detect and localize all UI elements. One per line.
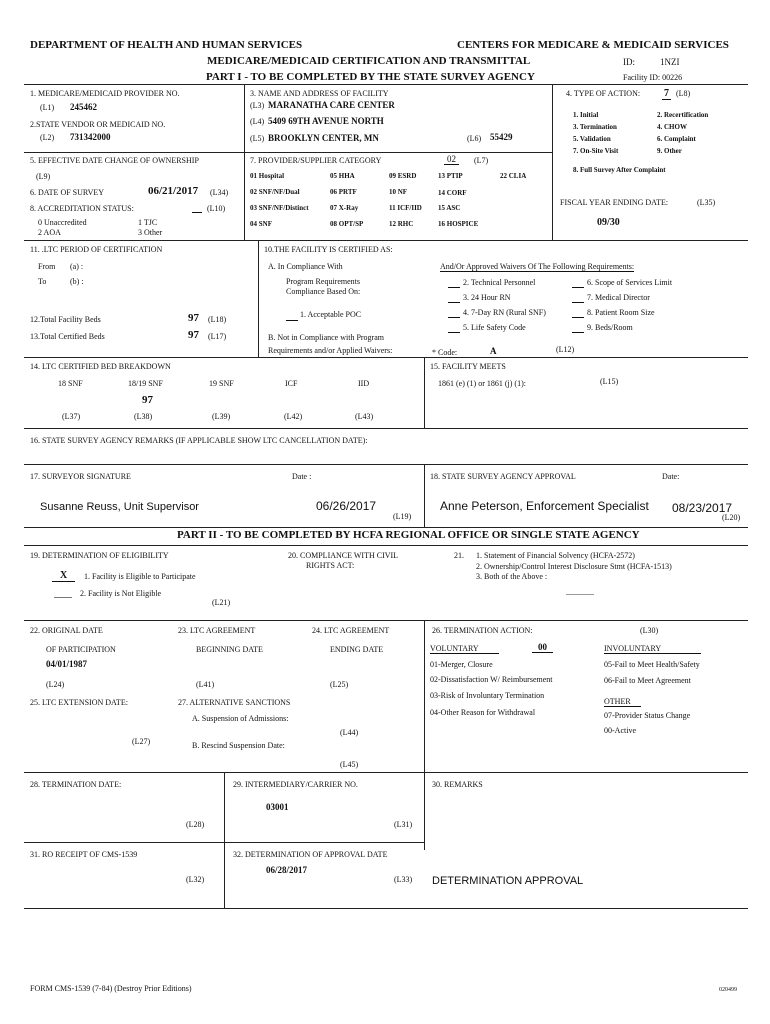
civil-rights-label-1: 20. COMPLIANCE WITH CIVIL [288,551,399,560]
l28-code: (L28) [186,820,205,829]
facility-meets-label: 15. FACILITY MEETS [430,362,506,371]
ltc-period-label: 11. .LTC PERIOD OF CERTIFICATION [30,245,163,254]
ltc-begin-sub: BEGINNING DATE [196,645,263,654]
facility-id: Facility ID: 00226 [623,73,683,82]
l12-code: (L12) [556,345,575,354]
l8-code: (L8) [676,89,691,98]
bed-col-iid: IID [358,379,370,388]
date-of-survey-label: 6. DATE OF SURVEY [30,188,105,197]
accred-opt-3: 3 Other [138,228,163,237]
surveyor-date: 06/26/2017 [316,499,377,513]
l21-code: (L21) [212,598,231,607]
l41-code: (L41) [196,680,215,689]
remarks-30-label: 30. REMARKS [432,780,483,789]
waiver-9: 9. Beds/Room [587,323,633,332]
ltc-end-sub: ENDING DATE [330,645,384,654]
other-00: 00-Active [604,726,636,735]
vol-03: 03-Risk of Involuntary Termination [430,691,545,700]
accred-opt-1: 1 TJC [138,218,158,227]
l25-code: (L25) [330,680,349,689]
agency-right: CENTERS FOR MEDICARE & MEDICAID SERVICES [457,39,729,51]
item21-1: 1. Statement of Financial Solvency (HCFA-2572) [476,551,635,560]
part2-title: PART II - TO BE COMPLETED BY HCFA REGIONAL OFFICE OR SINGLE STATE AGENCY [177,529,640,541]
eligible-option: 1. Facility is Eligible to Participate [84,572,196,581]
vol-04: 04-Other Reason for Withdrawal [430,708,536,717]
l2-code: (L2) [40,133,55,142]
id-label: ID: [623,57,635,67]
in-compliance: A. In Compliance With [268,262,343,271]
change-ownership-label: 5. EFFECTIVE DATE CHANGE OF OWNERSHIP [30,156,199,165]
l6-code: (L6) [467,134,482,143]
l42-code: (L42) [284,412,303,421]
item21-2: 2. Ownership/Control Interest Disclosure Stmt (HCFA-1513) [476,562,672,571]
vol-01: 01-Merger, Closure [430,660,493,669]
termination-value: 00 [532,643,553,653]
l17-code: (L17) [208,332,227,341]
remarks-16-label: 16. STATE SURVEY AGENCY REMARKS (IF APPLICABLE SHOW LTC CANCELLATION DATE): [30,436,368,445]
from-label: From [38,262,56,271]
vendor-no-label: 2.STATE VENDOR OR MEDICAID NO. [30,120,166,129]
facility-address: 5409 69TH AVENUE NORTH [268,116,384,126]
cat-04: 04 SNF [250,220,272,228]
voluntary-label: VOLUNTARY [430,645,499,654]
date-of-survey-value: 06/21/2017 [148,185,199,197]
action-option-9: 9. Other [657,147,682,155]
total-certified-beds-value: 97 [188,329,199,341]
ro-receipt-label: 31. RO RECEIPT OF CMS-1539 [30,850,138,859]
accreditation-label: 8. ACCREDITATION STATUS: [30,204,134,213]
invol-06: 06-Fail to Meet Agreement [604,676,691,685]
l27-code: (L27) [132,737,151,746]
certified-as-label: 10.THE FACILITY IS CERTIFIED AS: [264,245,393,254]
l1-code: (L1) [40,103,55,112]
action-option-2: 2. Recertification [657,111,709,119]
accred-opt-2: 2 AOA [38,228,61,237]
waiver-4: 4. 7-Day RN (Rural SNF) [463,308,546,317]
id-value: 1NZI [660,57,680,67]
l3-code: (L3) [250,101,265,110]
action-option-3: 3. Termination [573,123,617,131]
intermediary-label: 29. INTERMEDIARY/CARRIER NO. [233,780,358,789]
provider-no-label: 1. MEDICARE/MEDICAID PROVIDER NO. [30,89,180,98]
vol-02: 02-Dissatisfaction W/ Reimbursement [430,675,553,684]
suspension-admissions: A. Suspension of Admissions: [192,714,289,723]
cat-10: 10 NF [389,188,408,196]
cat-06: 06 PRTF [330,188,357,196]
item21-3: 3. Both of the Above : [476,572,548,581]
l20-code: (L20) [722,513,741,522]
provider-category-value: 02 [444,155,459,165]
cat-13: 13 PTIP [438,172,463,180]
waiver-7: 7. Medical Director [587,293,650,302]
to-b: (b) : [70,277,84,286]
l45-code: (L45) [340,760,359,769]
cat-03: 03 SNF/NF/Distinct [250,204,309,212]
facility-name: MARANATHA CARE CENTER [268,100,395,110]
cat-01: 01 Hospital [250,172,285,180]
approval-date-32-label: 32. DETERMINATION OF APPROVAL DATE [233,850,388,859]
eligibility-label: 19. DETERMINATION OF ELIGIBILITY [30,551,169,560]
bed-col-19snf: 19 SNF [209,379,234,388]
cat-11: 11 ICF/IID [389,204,422,212]
l4-code: (L4) [250,117,265,126]
from-a: (a) : [70,262,84,271]
l5-code: (L5) [250,134,265,143]
total-certified-beds-label: 13.Total Certified Beds [30,332,105,341]
acceptable-poc: 1. Acceptable POC [300,310,362,319]
fiscal-year-value: 09/30 [597,217,620,228]
action-option-7: 7. On-Site Visit [573,147,619,155]
bed-breakdown-label: 14. LTC CERTIFIED BED BREAKDOWN [30,362,171,371]
vendor-no-value: 731342000 [70,132,111,142]
program-req: Program Requirements [286,277,360,286]
code-value: A [490,346,497,356]
approval-date: 08/23/2017 [672,501,733,515]
invol-05: 05-Fail to Meet Health/Safety [604,660,700,669]
l15-code: (L15) [600,377,619,386]
l43-code: (L43) [355,412,374,421]
cat-08: 08 OPT/SP [330,220,364,228]
l39-code: (L39) [212,412,231,421]
action-option-1: 1. Initial [573,111,599,119]
civil-rights-label-2: RIGHTS ACT: [306,561,355,570]
rescind-suspension: B. Rescind Suspension Date: [192,741,285,750]
compliance-based: Compliance Based On: [286,287,361,296]
cat-16: 16 HOSPICE [438,220,479,228]
l35-code: (L35) [697,198,716,207]
ltc-extension-label: 25. LTC EXTENSION DATE: [30,698,128,707]
l24-code: (L24) [46,680,65,689]
bed-col-1819snf: 18/19 SNF [128,379,163,388]
l18-code: (L18) [208,315,227,324]
other-07: 07-Provider Status Change [604,711,691,720]
bed-1819snf-value: 97 [142,394,153,406]
l38-code: (L38) [134,412,153,421]
ltc-begin-label: 23. LTC AGREEMENT [178,626,256,635]
not-eligible-option: 2. Facility is Not Eligible [80,589,162,598]
l19-code: (L19) [393,512,412,521]
waiver-3: 3. 24 Hour RN [463,293,511,302]
remarks-30-value: DETERMINATION APPROVAL [432,875,584,887]
provider-no-value: 245462 [70,102,97,112]
waiver-8: 8. Patient Room Size [587,308,655,317]
waiver-5: 5. Life Safety Code [463,323,526,332]
facility-meets-line: 1861 (e) (1) or 1861 (j) (1): [438,379,526,388]
type-of-action-value: 7 [664,88,669,99]
cat-12: 12 RHC [389,220,414,228]
item21-num: 21. [454,551,464,560]
approver-name: Anne Peterson, Enforcement Specialist [440,499,649,513]
not-in-compliance: B. Not in Compliance with Program [268,333,384,342]
surveyor-signature-label: 17. SURVEYOR SIGNATURE [30,472,131,481]
l30-code: (L30) [640,626,659,635]
l31-code: (L31) [394,820,413,829]
surveyor-date-label: Date : [292,472,312,481]
l37-code: (L37) [62,412,81,421]
l7-code: (L7) [474,156,489,165]
cat-22: 22 CLIA [500,172,527,180]
accred-opt-0: 0 Unaccredited [38,218,87,227]
original-date-label: 22. ORIGINAL DATE [30,626,103,635]
bed-col-icf: ICF [285,379,298,388]
l44-code: (L44) [340,728,359,737]
form-code: 020499 [719,987,737,993]
approval-date-label: Date: [662,472,680,481]
approval-date-32-value: 06/28/2017 [266,865,308,875]
provider-category-label: 7. PROVIDER/SUPPLIER CATEGORY [250,156,382,165]
alt-sanctions-label: 27. ALTERNATIVE SANCTIONS [178,698,291,707]
l10-code: (L10) [207,204,226,213]
cat-09: 09 ESRD [389,172,417,180]
cat-05: 05 HHA [330,172,355,180]
l34-code: (L34) [210,188,229,197]
intermediary-value: 03001 [266,802,289,812]
bed-col-18snf: 18 SNF [58,379,83,388]
facility-name-label: 3. NAME AND ADDRESS OF FACILITY [250,89,389,98]
other-label: OTHER [604,698,641,707]
applied-waivers: Requirements and/or Applied Waivers: [268,346,393,355]
involuntary-label: INVOLUNTARY [604,645,701,654]
facility-city: BROOKLYN CENTER, MN [268,133,379,143]
waiver-2: 2. Technical Personnel [463,278,536,287]
code-label: * Code: [432,348,458,357]
total-facility-beds-value: 97 [188,312,199,324]
surveyor-name: Susanne Reuss, Unit Supervisor [40,501,199,513]
l33-code: (L33) [394,875,413,884]
fiscal-year-label: FISCAL YEAR ENDING DATE: [560,198,669,207]
agency-approval-label: 18. STATE SURVEY AGENCY APPROVAL [430,472,576,481]
original-date-sub: OF PARTICIPATION [46,645,116,654]
approved-waivers: And/Or Approved Waivers Of The Following Requirements: [440,262,635,271]
action-option-6: 6. Complaint [657,135,696,143]
type-of-action-label: 4. TYPE OF ACTION: [566,89,641,98]
waiver-6: 6. Scope of Services Limit [587,278,673,287]
action-option-4: 4. CHOW [657,123,687,131]
termination-date-label: 28. TERMINATION DATE: [30,780,122,789]
facility-zip: 55429 [490,132,513,142]
cat-15: 15 ASC [438,204,461,212]
action-option-8: 8. Full Survey After Complaint [573,166,666,174]
total-facility-beds-label: 12.Total Facility Beds [30,315,101,324]
l32-code: (L32) [186,875,205,884]
form-number: FORM CMS-1539 (7-84) (Destroy Prior Editions) [30,984,192,993]
cat-14: 14 CORF [438,189,467,197]
to-label: To [38,277,47,286]
ltc-end-label: 24. LTC AGREEMENT [312,626,390,635]
cat-07: 07 X-Ray [330,204,359,212]
action-option-5: 5. Validation [573,135,611,143]
eligible-mark: X [52,571,75,582]
l9-code: (L9) [36,172,51,181]
part1-title: PART I - TO BE COMPLETED BY THE STATE SURVEY AGENCY [206,71,535,83]
termination-action-label: 26. TERMINATION ACTION: [432,626,533,635]
cat-02: 02 SNF/NF/Dual [250,188,300,196]
original-date-value: 04/01/1987 [46,659,88,669]
agency-left: DEPARTMENT OF HEALTH AND HUMAN SERVICES [30,39,303,51]
form-title: MEDICARE/MEDICAID CERTIFICATION AND TRANSMITTAL [207,55,531,67]
